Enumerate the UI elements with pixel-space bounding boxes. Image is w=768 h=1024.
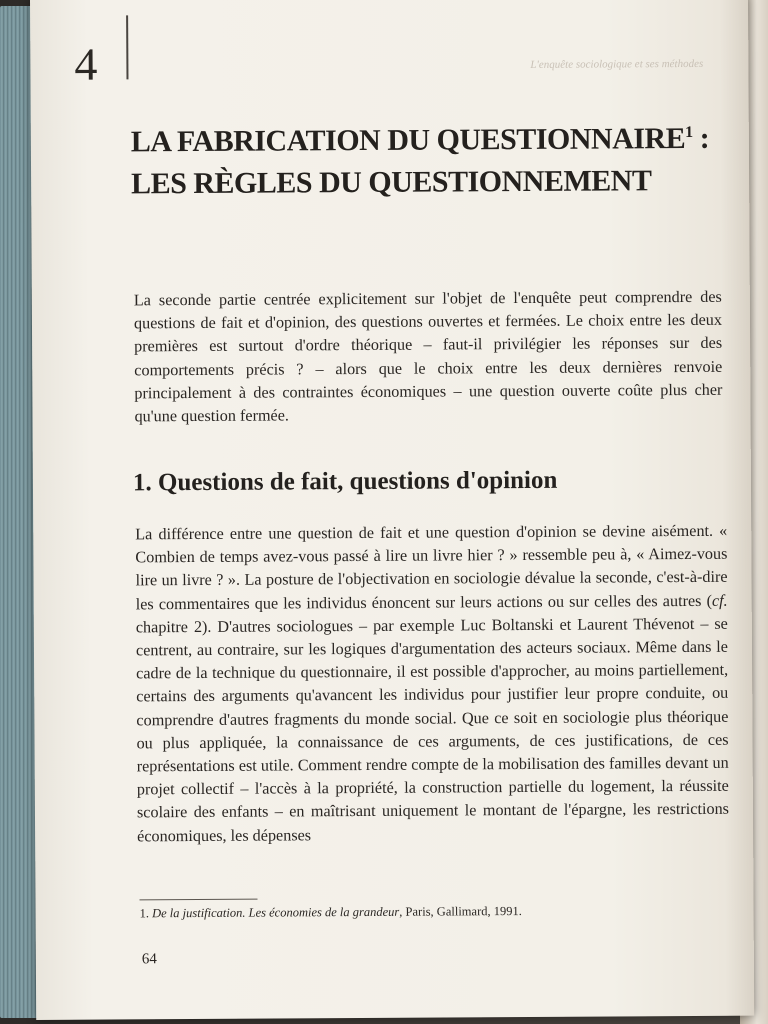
book-page (30, 0, 754, 1020)
intro-paragraph: La seconde partie centrée explicitement sur l'objet de l'enquête peut comprendre des questions de fait et d'opinion, des questions ouvertes et fermées. Le choix entre les deux premières est surtout d'ordre théorique – faut-il privilégier les réponses sur des comportements précis ? – alors que le choix entre les deux dernières renvoie principalement à des contraintes économiques – une question ouverte coûte plus cher qu'une question fermée. (133, 287, 723, 426)
chapter-title (131, 118, 752, 206)
section-paragraph (135, 520, 729, 848)
footnote-number: 1. (139, 906, 149, 921)
chapter-divider (126, 15, 128, 79)
chapter-title-line1: LA FABRICATION DU QUESTIONNAIRE (130, 122, 686, 159)
footnote-ref: 1 (685, 123, 693, 142)
running-head: L'enquête sociologique et ses méthodes (530, 57, 704, 71)
section-paragraph-part-b: chapitre 2). D'autres sociologues – par exemple Luc Boltanski et Laurent Thévenot – se centrent, au contraire, sur les logiques d'argumentation des acteurs sociaux. Même dans le cadre de la technique du questionnaire, il est possible d'approcher, au moins partiellement, certains des arguments qu'avancent les individus pour justifier leur propre conduite, ou comprendre d'autres fragments du monde social. Que ce soit en sociologie plus théorique ou plus appliquée, la connaissance de ces arguments, de ces justifications, de ces représentations est utile. Comment rendre compte de la mobilisation des familles devant un projet collectif – l'accès à la propriété, la construction partielle du logement, la réussite scolaire des enfants – en maîtrisant uniquement le montant de l'épargne, les restrictions économiques, les dépenses (135, 614, 730, 846)
chapter-title-colon: : (692, 121, 710, 155)
footnote-title: De la justification. Les économies de la grandeur (152, 904, 400, 921)
page-number: 64 (141, 951, 157, 968)
chapter-title-line2: LES RÈGLES DU QUESTIONNEMENT (131, 164, 652, 201)
section-heading: 1. Questions de fait, questions d'opinion (132, 466, 558, 497)
section-paragraph-part-a: La différence entre une question de fait et une question d'opinion se devine aisément. « Combien de temps avez-vous passé à lire un livre hier ? » ressemble peu à, « Aimez-vous lire un livre ? ». La posture de l'objectivation en sociologie dévalue la seconde, c'est-à-dire les commentaires que les individus énoncent sur leurs actions ou sur celles des autres ( (135, 521, 728, 613)
section-paragraph-cf: cf. (711, 591, 728, 610)
footnote (140, 903, 700, 921)
footnote-divider (139, 899, 257, 901)
footnote-rest: , Paris, Gallimard, 1991. (399, 904, 522, 919)
chapter-number: 4 (74, 38, 98, 90)
